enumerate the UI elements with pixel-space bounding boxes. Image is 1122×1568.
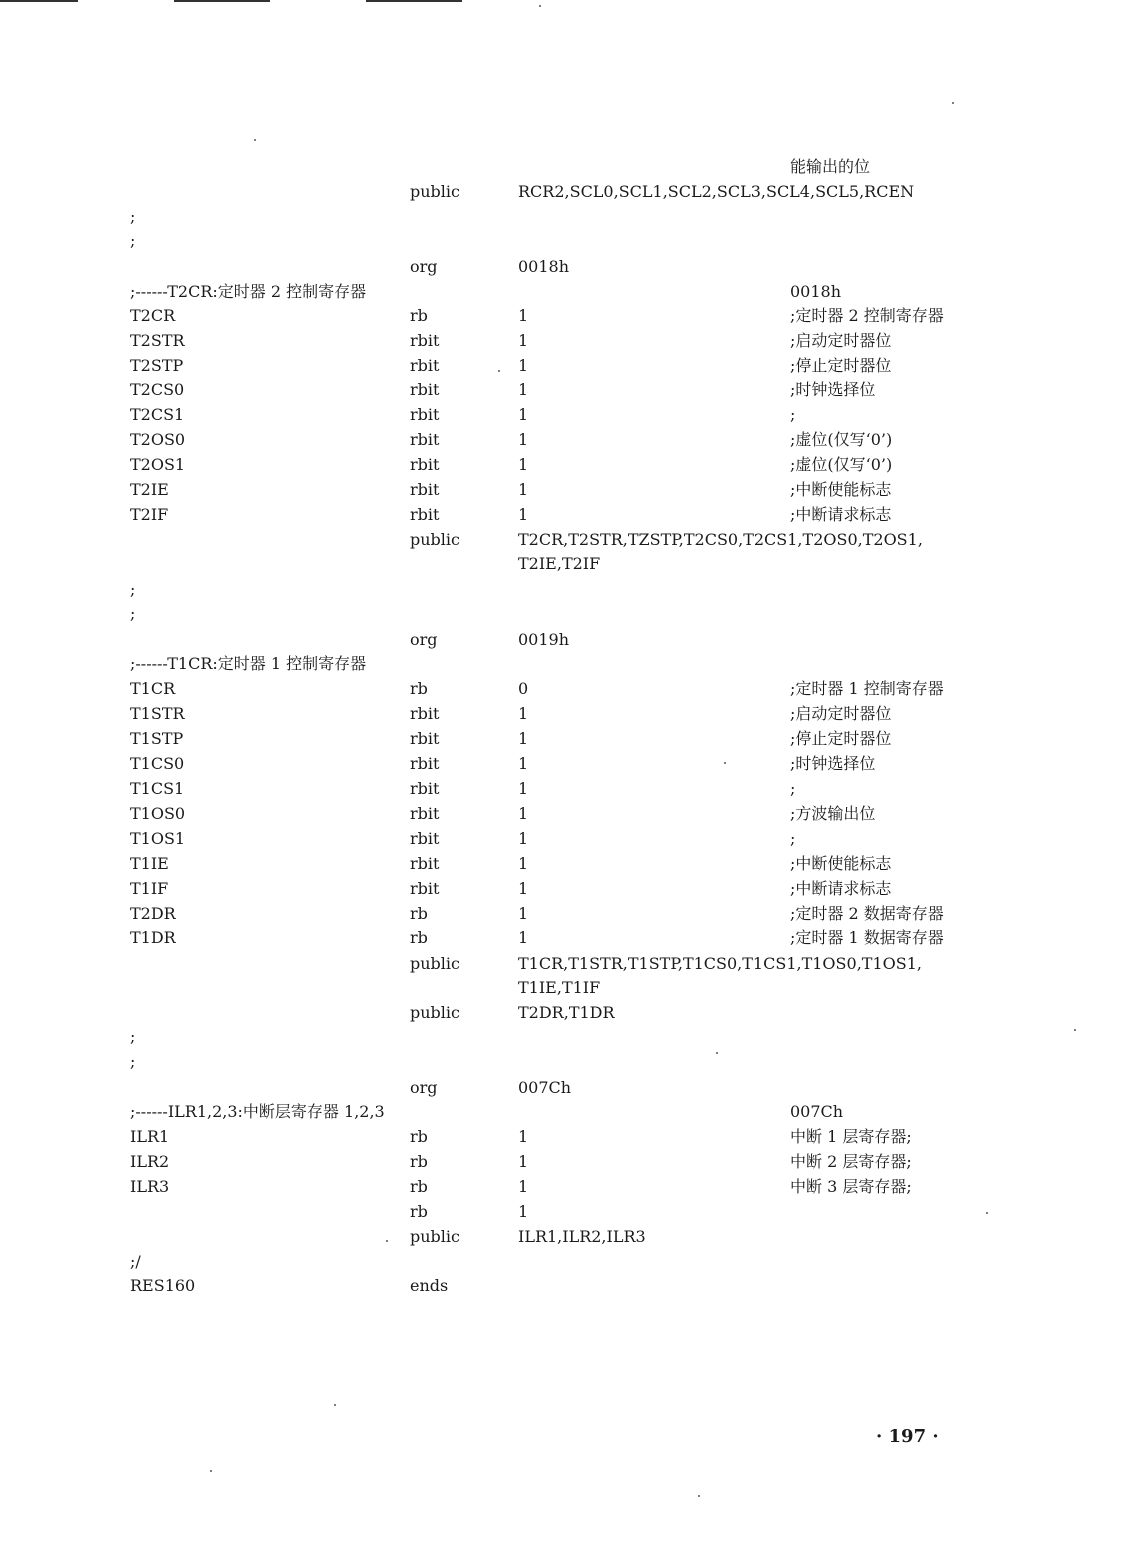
comment-column: ;中断使能标志 — [790, 854, 892, 873]
code-line — [0, 229, 1122, 253]
directive-column: rbit — [410, 779, 440, 798]
directive-column: rb — [410, 904, 428, 923]
operand-column: T1CR,T1STR,T1STP,T1CS0,T1CS1,T1OS0,T1OS1, — [518, 954, 922, 973]
code-line — [0, 1001, 1122, 1025]
code-line — [0, 652, 1122, 676]
label-column: ;------T1CR:定时器 1 控制寄存器 — [130, 654, 367, 673]
scan-speck — [698, 1495, 700, 1497]
comment-column: 能输出的位 — [790, 157, 871, 176]
directive-column: rb — [410, 1202, 428, 1221]
comment-column: 中断 2 层寄存器; — [790, 1152, 912, 1171]
directive-column: rbit — [410, 505, 440, 524]
code-line — [0, 280, 1122, 304]
label-column: ;/ — [130, 1252, 141, 1271]
operand-column: 1 — [518, 405, 529, 424]
comment-column: ;中断使能标志 — [790, 480, 892, 499]
code-line — [0, 952, 1122, 976]
code-line — [0, 602, 1122, 626]
directive-column: public — [410, 182, 460, 201]
code-line — [0, 628, 1122, 652]
directive-column: rb — [410, 1177, 428, 1196]
label-column: T1STP — [130, 729, 184, 748]
code-line — [0, 528, 1122, 552]
code-line — [0, 354, 1122, 378]
code-line — [0, 378, 1122, 402]
operand-column: 1 — [518, 729, 529, 748]
operand-column: T2DR,T1DR — [518, 1003, 615, 1022]
operand-column: 1 — [518, 1202, 529, 1221]
operand-column: 1 — [518, 904, 529, 923]
operand-column: 1 — [518, 505, 529, 524]
label-column: T1IF — [130, 879, 169, 898]
label-column: T2DR — [130, 904, 176, 923]
code-line — [0, 1250, 1122, 1274]
directive-column: rbit — [410, 854, 440, 873]
directive-column: rbit — [410, 829, 440, 848]
operand-column: 1 — [518, 804, 529, 823]
operand-column: 1 — [518, 306, 529, 325]
label-column: T2IF — [130, 505, 169, 524]
operand-column: 1 — [518, 1152, 529, 1171]
code-line — [0, 205, 1122, 229]
directive-column: rbit — [410, 754, 440, 773]
comment-column: 中断 1 层寄存器; — [790, 1127, 912, 1146]
comment-column: ; — [790, 405, 796, 424]
code-line — [0, 777, 1122, 801]
comment-column: ;停止定时器位 — [790, 356, 892, 375]
comment-column: ;定时器 2 控制寄存器 — [790, 306, 944, 325]
code-line — [0, 180, 1122, 204]
operand-column: 1 — [518, 380, 529, 399]
comment-column: ;方波输出位 — [790, 804, 876, 823]
operand-column: 1 — [518, 430, 529, 449]
scan-speck — [254, 139, 256, 141]
label-column: T1OS0 — [130, 804, 186, 823]
code-line — [0, 677, 1122, 701]
directive-column: org — [410, 630, 438, 649]
code-line — [0, 329, 1122, 353]
comment-column: ;启动定时器位 — [790, 704, 892, 723]
code-line — [0, 1200, 1122, 1224]
code-line — [0, 702, 1122, 726]
label-column: T2CS1 — [130, 405, 185, 424]
directive-column: public — [410, 1003, 460, 1022]
code-line — [0, 852, 1122, 876]
code-line — [0, 1225, 1122, 1249]
directive-column: public — [410, 1227, 460, 1246]
page-number: · 197 · — [876, 1426, 939, 1447]
operand-column: 1 — [518, 854, 529, 873]
scan-speck — [386, 1240, 388, 1242]
directive-column: rb — [410, 679, 428, 698]
code-line — [0, 304, 1122, 328]
label-column: T1STR — [130, 704, 185, 723]
comment-column: ;停止定时器位 — [790, 729, 892, 748]
scan-speck — [539, 5, 541, 7]
comment-column: 0018h — [790, 282, 842, 301]
label-column: T2STP — [130, 356, 184, 375]
directive-column: rb — [410, 928, 428, 947]
code-line — [0, 453, 1122, 477]
code-line — [0, 727, 1122, 751]
code-line — [0, 1274, 1122, 1298]
operand-column: RCR2,SCL0,SCL1,SCL2,SCL3,SCL4,SCL5,RCEN — [518, 182, 915, 201]
scan-speck — [1074, 1029, 1076, 1031]
label-column: ; — [130, 207, 136, 226]
directive-column: rbit — [410, 455, 440, 474]
scan-speck — [716, 1052, 718, 1054]
operand-column: T1IE,T1IF — [518, 978, 601, 997]
label-column: RES160 — [130, 1276, 196, 1295]
directive-column: rbit — [410, 804, 440, 823]
directive-column: rb — [410, 306, 428, 325]
operand-column: 1 — [518, 331, 529, 350]
comment-column: 007Ch — [790, 1102, 844, 1121]
directive-column: rbit — [410, 356, 440, 375]
label-column: T2STR — [130, 331, 185, 350]
operand-column: 1 — [518, 455, 529, 474]
label-column: ;------T2CR:定时器 2 控制寄存器 — [130, 282, 367, 301]
code-line — [0, 752, 1122, 776]
comment-column: ; — [790, 779, 796, 798]
operand-column: 007Ch — [518, 1078, 572, 1097]
operand-column: 1 — [518, 480, 529, 499]
operand-column: T2IE,T2IF — [518, 554, 601, 573]
label-column: ; — [130, 1052, 136, 1071]
code-line — [0, 1125, 1122, 1149]
code-line — [0, 578, 1122, 602]
operand-column: T2CR,T2STR,TZSTP,T2CS0,T2CS1,T2OS0,T2OS1, — [518, 530, 923, 549]
label-column: ILR3 — [130, 1177, 170, 1196]
label-column: T2IE — [130, 480, 169, 499]
label-column: T2CR — [130, 306, 176, 325]
operand-column: 1 — [518, 779, 529, 798]
operand-column: 1 — [518, 1177, 529, 1196]
directive-column: public — [410, 954, 460, 973]
label-column: T2OS0 — [130, 430, 186, 449]
code-line — [0, 255, 1122, 279]
directive-column: rbit — [410, 430, 440, 449]
label-column: ; — [130, 580, 136, 599]
code-line — [0, 877, 1122, 901]
directive-column: org — [410, 257, 438, 276]
operand-column: 0019h — [518, 630, 570, 649]
comment-column: ;定时器 2 数据寄存器 — [790, 904, 944, 923]
comment-column: ;时钟选择位 — [790, 380, 876, 399]
directive-column: rbit — [410, 704, 440, 723]
label-column: T1IE — [130, 854, 169, 873]
comment-column: ;中断请求标志 — [790, 505, 892, 524]
code-line — [0, 1100, 1122, 1124]
comment-column: ;启动定时器位 — [790, 331, 892, 350]
label-column: T1DR — [130, 928, 176, 947]
label-column: T1OS1 — [130, 829, 186, 848]
scan-speck — [724, 762, 726, 764]
operand-column: 1 — [518, 1127, 529, 1146]
scan-speck — [952, 102, 954, 104]
operand-column: 1 — [518, 754, 529, 773]
code-line — [0, 503, 1122, 527]
label-column: T2CS0 — [130, 380, 185, 399]
label-column: ; — [130, 231, 136, 250]
label-column: ; — [130, 604, 136, 623]
operand-column: 1 — [518, 356, 529, 375]
comment-column: ;中断请求标志 — [790, 879, 892, 898]
code-line — [0, 976, 1122, 1000]
code-line — [0, 1025, 1122, 1049]
comment-column: ;虚位(仅写‘0’) — [790, 430, 893, 449]
operand-column: 1 — [518, 704, 529, 723]
scan-speck — [334, 1404, 336, 1406]
directive-column: rbit — [410, 331, 440, 350]
label-column: ;------ILR1,2,3:中断层寄存器 1,2,3 — [130, 1102, 385, 1121]
code-line — [0, 902, 1122, 926]
operand-column: 1 — [518, 928, 529, 947]
scan-speck — [498, 370, 500, 372]
code-line — [0, 827, 1122, 851]
directive-column: org — [410, 1078, 438, 1097]
comment-column: ; — [790, 829, 796, 848]
directive-column: rbit — [410, 729, 440, 748]
code-line — [0, 926, 1122, 950]
label-column: ILR2 — [130, 1152, 170, 1171]
code-line — [0, 1076, 1122, 1100]
directive-column: public — [410, 530, 460, 549]
code-line — [0, 552, 1122, 576]
operand-column: 0 — [518, 679, 529, 698]
directive-column: rbit — [410, 879, 440, 898]
label-column: ; — [130, 1027, 136, 1046]
label-column: ILR1 — [130, 1127, 170, 1146]
directive-column: rb — [410, 1152, 428, 1171]
comment-column: ;虚位(仅写‘0’) — [790, 455, 893, 474]
code-line — [0, 1175, 1122, 1199]
code-line — [0, 1050, 1122, 1074]
code-line — [0, 403, 1122, 427]
label-column: T1CS1 — [130, 779, 185, 798]
code-line — [0, 1150, 1122, 1174]
label-column: T1CS0 — [130, 754, 185, 773]
scan-speck — [210, 1470, 212, 1472]
code-line — [0, 155, 1122, 179]
directive-column: rbit — [410, 405, 440, 424]
comment-column: ;定时器 1 数据寄存器 — [790, 928, 944, 947]
operand-column: ILR1,ILR2,ILR3 — [518, 1227, 646, 1246]
comment-column: ;定时器 1 控制寄存器 — [790, 679, 944, 698]
operand-column: 1 — [518, 879, 529, 898]
label-column: T2OS1 — [130, 455, 186, 474]
scan-speck — [986, 1212, 988, 1214]
directive-column: rbit — [410, 480, 440, 499]
code-line — [0, 428, 1122, 452]
code-line — [0, 802, 1122, 826]
directive-column: rbit — [410, 380, 440, 399]
directive-column: ends — [410, 1276, 449, 1295]
operand-column: 0018h — [518, 257, 570, 276]
label-column: T1CR — [130, 679, 176, 698]
code-line — [0, 478, 1122, 502]
directive-column: rb — [410, 1127, 428, 1146]
comment-column: ;时钟选择位 — [790, 754, 876, 773]
comment-column: 中断 3 层寄存器; — [790, 1177, 912, 1196]
operand-column: 1 — [518, 829, 529, 848]
